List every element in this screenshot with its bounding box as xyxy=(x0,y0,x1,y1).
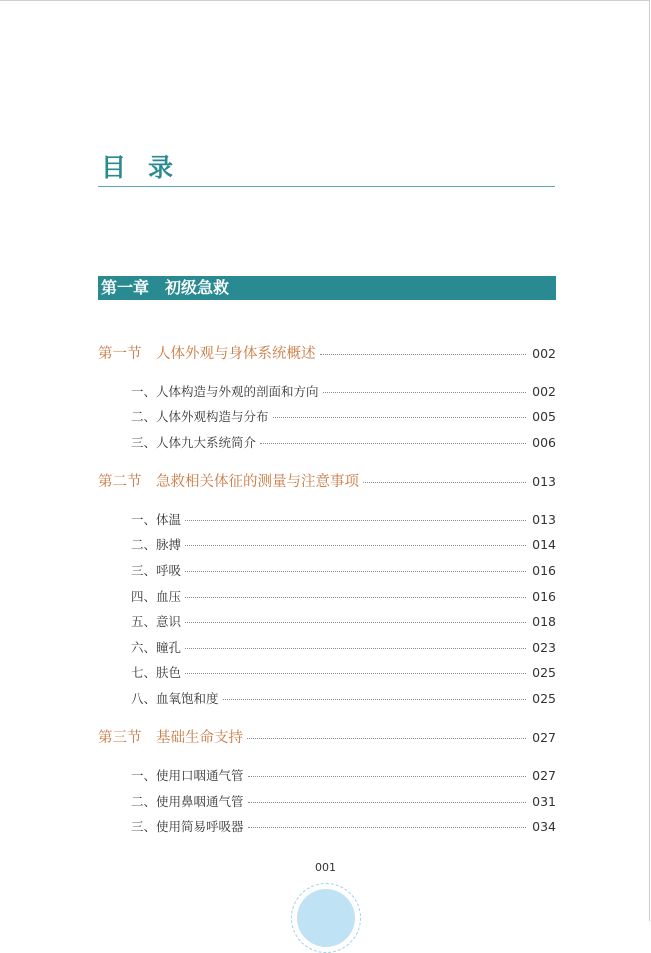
toc-item[interactable] xyxy=(98,407,556,425)
toc-item[interactable] xyxy=(98,689,556,707)
dot-leader xyxy=(223,699,527,700)
chapter-heading[interactable]: 第一章 初级急救 xyxy=(98,276,556,300)
dot-leader xyxy=(247,738,526,739)
toc-item[interactable] xyxy=(98,561,556,579)
page-ref: 025 xyxy=(532,665,556,680)
item-label: 八、血氧饱和度 xyxy=(131,691,219,706)
dot-leader xyxy=(248,802,527,803)
page-ref: 031 xyxy=(532,794,556,809)
page-ref: 005 xyxy=(532,409,556,424)
toc-item[interactable] xyxy=(98,382,556,400)
page-ref: 013 xyxy=(532,474,556,489)
dot-leader xyxy=(185,520,526,521)
page-ref: 014 xyxy=(532,537,556,552)
dot-leader xyxy=(185,673,526,674)
item-label: 三、呼吸 xyxy=(131,563,182,578)
dot-leader xyxy=(323,392,527,393)
page-number: 001 xyxy=(315,861,336,874)
dot-leader xyxy=(185,571,526,572)
item-label: 一、使用口咽通气管 xyxy=(131,768,244,783)
dot-leader xyxy=(185,622,526,623)
item-label: 一、体温 xyxy=(131,512,182,527)
section-label: 第二节 急救相关体征的测量与注意事项 xyxy=(98,474,359,490)
toc-title: 目录 xyxy=(101,153,196,182)
page-ref: 027 xyxy=(532,768,556,783)
dot-leader xyxy=(185,648,526,649)
item-label: 二、人体外观构造与分布 xyxy=(131,409,269,424)
item-label: 二、脉搏 xyxy=(131,537,182,552)
item-label: 三、人体九大系统简介 xyxy=(131,435,257,450)
page-ref: 016 xyxy=(532,589,556,604)
page-ref: 034 xyxy=(532,819,556,834)
item-label: 六、瞳孔 xyxy=(131,640,182,655)
page-ref: 018 xyxy=(532,614,556,629)
item-label: 二、使用鼻咽通气管 xyxy=(131,794,244,809)
item-label: 三、使用简易呼吸器 xyxy=(131,819,244,834)
toc-item[interactable] xyxy=(98,817,556,835)
toc-item[interactable] xyxy=(98,433,556,451)
dot-leader xyxy=(248,776,527,777)
decoration-disc xyxy=(297,889,355,947)
dot-leader xyxy=(273,417,527,418)
dot-leader xyxy=(248,827,527,828)
dot-leader xyxy=(185,597,526,598)
section-label: 第三节 基础生命支持 xyxy=(98,730,243,746)
title-rule xyxy=(98,186,555,187)
toc-item[interactable] xyxy=(98,663,556,681)
page-ref: 027 xyxy=(532,730,556,745)
item-label: 五、意识 xyxy=(131,614,182,629)
item-label: 七、肤色 xyxy=(131,665,182,680)
toc-item[interactable] xyxy=(98,766,556,784)
section-label: 第一节 人体外观与身体系统概述 xyxy=(98,346,316,362)
page-ref: 006 xyxy=(532,435,556,450)
page-ref: 002 xyxy=(532,346,556,361)
toc-item[interactable] xyxy=(98,587,556,605)
page-ref: 025 xyxy=(532,691,556,706)
toc-item[interactable] xyxy=(98,535,556,553)
dot-leader xyxy=(320,354,527,355)
page-ref: 016 xyxy=(532,563,556,578)
toc-item[interactable] xyxy=(98,612,556,630)
item-label: 一、人体构造与外观的剖面和方向 xyxy=(131,384,319,399)
dot-leader xyxy=(260,443,526,444)
dot-leader xyxy=(185,545,526,546)
page-ref: 013 xyxy=(532,512,556,527)
toc-section-1[interactable] xyxy=(98,342,556,363)
page-ref: 023 xyxy=(532,640,556,655)
toc-section-2[interactable] xyxy=(98,470,556,491)
toc-item[interactable] xyxy=(98,792,556,810)
toc-section-3[interactable] xyxy=(98,726,556,747)
toc-item[interactable] xyxy=(98,638,556,656)
dot-leader xyxy=(363,482,526,483)
item-label: 四、血压 xyxy=(131,589,182,604)
page-ref: 002 xyxy=(532,384,556,399)
toc-item[interactable] xyxy=(98,510,556,528)
